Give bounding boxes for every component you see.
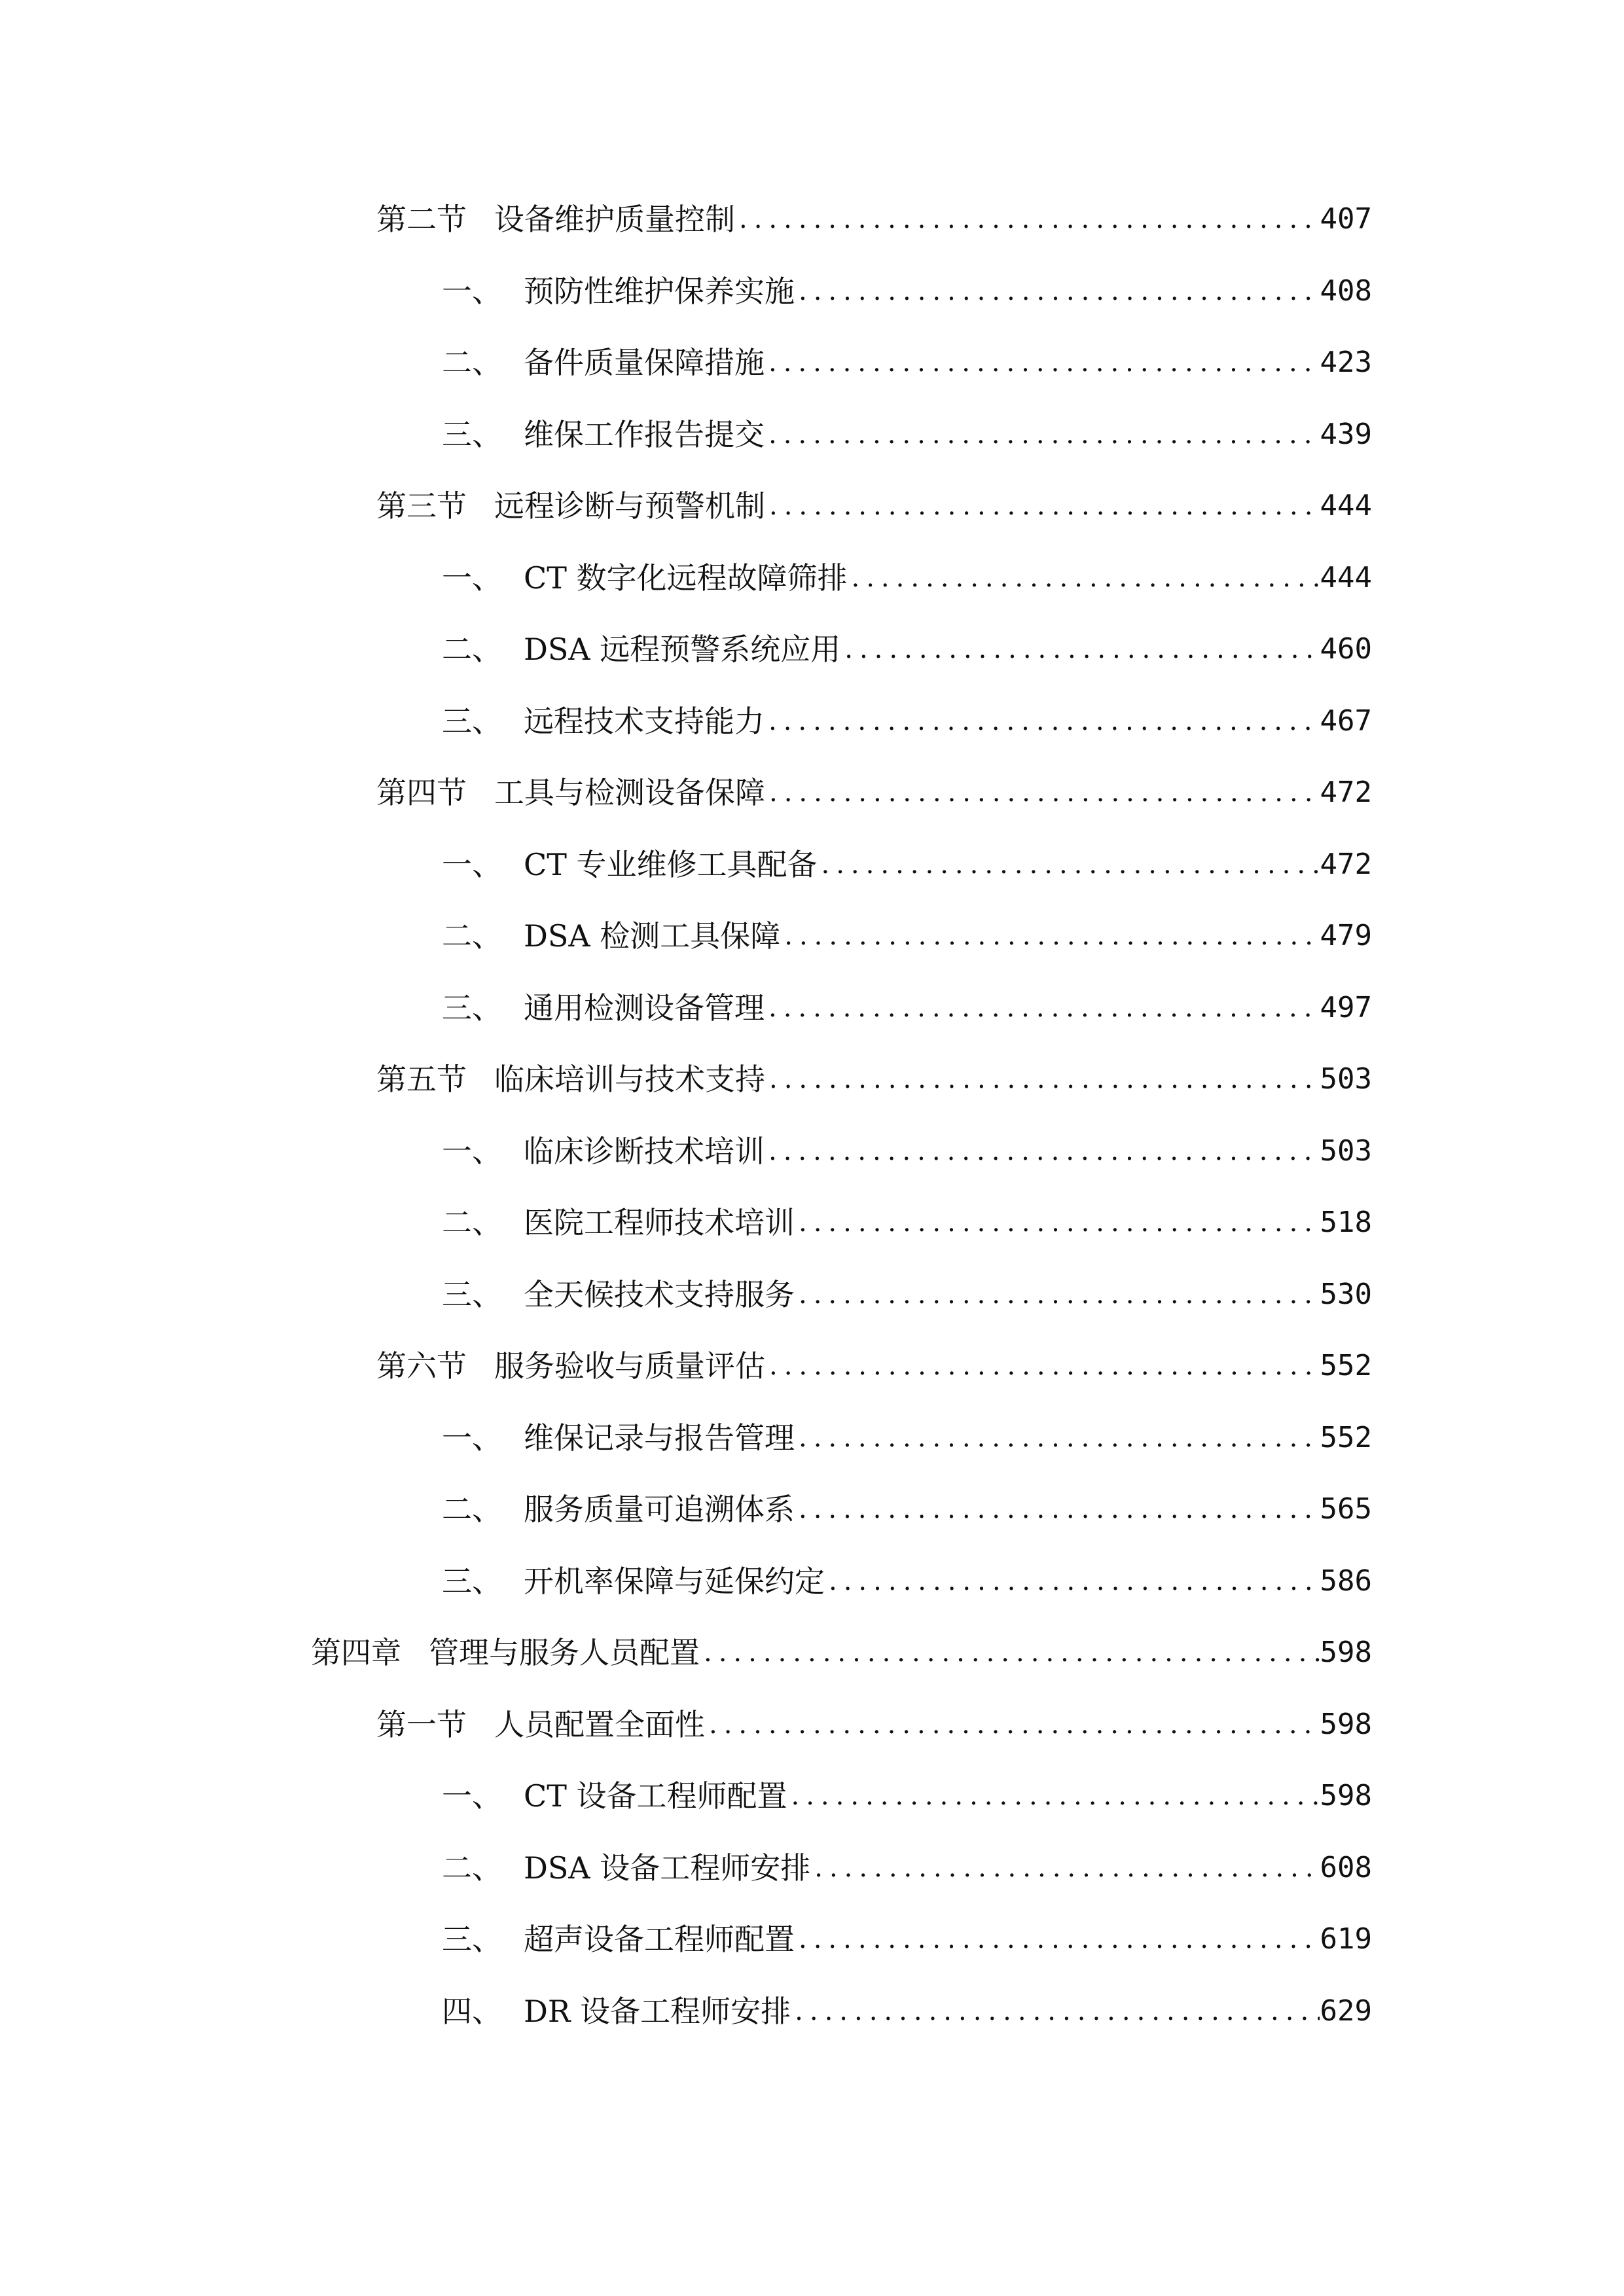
toc-entry-number: 第二节: [376, 202, 467, 237]
toc-entry-title: 服务质量可追溯体系: [524, 1492, 795, 1527]
toc-entry[interactable]: [442, 910, 1372, 962]
toc-entry[interactable]: [442, 982, 1372, 1034]
toc-entry-number: 一、: [442, 560, 502, 596]
dot-leader: [768, 982, 1320, 1034]
toc-entry-page: 608: [1320, 1851, 1372, 1884]
dot-leader: [829, 1555, 1320, 1607]
dot-leader: [844, 623, 1320, 675]
toc-entry-number: 三、: [442, 704, 502, 739]
toc-entry-page: 552: [1320, 1421, 1372, 1454]
toc-entry[interactable]: [442, 1842, 1372, 1894]
toc-entry-number: 四、: [442, 1994, 502, 2029]
toc-entry-page: 619: [1320, 1922, 1372, 1956]
dot-leader: [768, 408, 1320, 461]
toc-entry-page: 497: [1320, 991, 1372, 1024]
toc-entry-title: 远程技术支持能力: [524, 704, 765, 739]
toc-entry-page: 565: [1320, 1492, 1372, 1526]
toc-entry[interactable]: [442, 1125, 1372, 1177]
dot-leader: [795, 1985, 1320, 2037]
dot-leader: [769, 766, 1320, 819]
toc-entry[interactable]: [442, 1483, 1372, 1535]
toc-entry-number: 三、: [442, 417, 502, 452]
toc-entry-page: 530: [1320, 1278, 1372, 1311]
toc-entry-title: DSA 检测工具保障: [524, 918, 781, 954]
toc-entry-number: 第三节: [376, 488, 467, 524]
toc-entry-page: 472: [1320, 848, 1372, 881]
toc-entry[interactable]: [442, 1985, 1372, 2037]
toc-entry-title: 工具与检测设备保障: [494, 775, 765, 810]
dot-leader: [852, 552, 1320, 604]
toc-entry-number: 三、: [442, 990, 502, 1026]
toc-entry-title: 服务验收与质量评估: [494, 1348, 765, 1384]
toc-entry-title: CT 专业维修工具配备: [524, 847, 818, 882]
toc-entry-number: 第四节: [376, 775, 467, 810]
toc-entry-number: 三、: [442, 1277, 502, 1312]
toc-entry-page: 598: [1320, 1779, 1372, 1812]
toc-entry-title: DR 设备工程师安排: [524, 1994, 791, 2029]
toc-entry-title: DSA 设备工程师安排: [524, 1850, 811, 1886]
toc-entry-title: 全天候技术支持服务: [524, 1277, 795, 1312]
toc-entry-page: 407: [1320, 202, 1372, 236]
toc-entry[interactable]: [442, 623, 1372, 675]
dot-leader: [799, 1483, 1320, 1535]
toc-entry[interactable]: [376, 1698, 1372, 1751]
toc-entry-page: 479: [1320, 919, 1372, 952]
toc-entry-page: 598: [1320, 1708, 1372, 1741]
toc-entry-number: 二、: [442, 345, 502, 380]
toc-entry-number: 二、: [442, 918, 502, 954]
dot-leader: [799, 1412, 1320, 1464]
dot-leader: [821, 838, 1320, 891]
dot-leader: [709, 1698, 1320, 1751]
toc-entry[interactable]: [376, 766, 1372, 819]
toc-entry-title: 维保工作报告提交: [524, 417, 765, 452]
toc-entry-number: 二、: [442, 1850, 502, 1886]
toc-entry-number: 一、: [442, 847, 502, 882]
toc-entry-title: 超声设备工程师配置: [524, 1922, 795, 1957]
toc-entry-title: 临床诊断技术培训: [524, 1134, 765, 1169]
toc-entry-title: 通用检测设备管理: [524, 990, 765, 1026]
toc-entry-title: 临床培训与技术支持: [494, 1062, 765, 1097]
toc-entry-number: 一、: [442, 1420, 502, 1456]
toc-entry[interactable]: [376, 193, 1372, 245]
toc-entry[interactable]: [442, 1268, 1372, 1321]
toc-entry-number: 二、: [442, 632, 502, 667]
toc-entry[interactable]: [376, 480, 1372, 532]
toc-entry[interactable]: [442, 1555, 1372, 1607]
toc-entry-title: 人员配置全面性: [494, 1707, 705, 1742]
toc-entry-page: 408: [1320, 274, 1372, 308]
toc-entry-title: 维保记录与报告管理: [524, 1420, 795, 1456]
toc-entry-number: 第六节: [376, 1348, 467, 1384]
dot-leader: [784, 910, 1320, 962]
toc-entry-number: 第五节: [376, 1062, 467, 1097]
toc-entry[interactable]: [442, 1412, 1372, 1464]
dot-leader: [791, 1770, 1320, 1822]
toc-entry-title: DSA 远程预警系统应用: [524, 632, 841, 667]
toc-entry-number: 二、: [442, 1492, 502, 1527]
toc-entry[interactable]: [442, 838, 1372, 891]
toc-entry-page: 444: [1320, 561, 1372, 594]
toc-entry-page: 598: [1320, 1636, 1372, 1669]
toc-entry-page: 472: [1320, 776, 1372, 809]
toc-entry-title: 医院工程师技术培训: [524, 1205, 795, 1240]
dot-leader: [799, 265, 1320, 317]
dot-leader: [799, 1268, 1320, 1321]
dot-leader: [769, 480, 1320, 532]
toc-entry-page: 460: [1320, 632, 1372, 666]
dot-leader: [768, 1125, 1320, 1177]
toc-entry-title: 预防性维护保养实施: [524, 274, 795, 309]
toc-entry[interactable]: [311, 1626, 1372, 1679]
toc-entry[interactable]: [442, 695, 1372, 747]
toc-entry-number: 三、: [442, 1564, 502, 1599]
toc-entry-title: 开机率保障与延保约定: [524, 1564, 825, 1599]
toc-entry-title: CT 数字化远程故障筛排: [524, 560, 848, 596]
toc-entry-number: 一、: [442, 1134, 502, 1169]
toc-entry-number: 三、: [442, 1922, 502, 1957]
dot-leader: [768, 336, 1320, 389]
toc-entry-page: 518: [1320, 1206, 1372, 1239]
toc-entry[interactable]: [442, 552, 1372, 604]
toc-entry[interactable]: [442, 1770, 1372, 1822]
dot-leader: [704, 1626, 1320, 1679]
dot-leader: [739, 193, 1320, 245]
toc-entry-page: 503: [1320, 1134, 1372, 1168]
toc-entry[interactable]: [442, 1913, 1372, 1965]
dot-leader: [799, 1913, 1320, 1965]
dot-leader: [769, 1340, 1320, 1392]
toc-entry-page: 467: [1320, 704, 1372, 738]
dot-leader: [814, 1842, 1320, 1894]
toc-entry-title: CT 设备工程师配置: [524, 1778, 787, 1814]
dot-leader: [799, 1196, 1320, 1249]
toc-entry-page: 586: [1320, 1564, 1372, 1598]
toc-entry[interactable]: [442, 1196, 1372, 1249]
toc-entry[interactable]: [442, 336, 1372, 389]
toc-entry-number: 第一节: [376, 1707, 467, 1742]
toc-entry-title: 备件质量保障措施: [524, 345, 765, 380]
toc-entry-page: 444: [1320, 489, 1372, 522]
toc-entry-page: 423: [1320, 346, 1372, 379]
toc-entry[interactable]: [442, 265, 1372, 317]
toc-entry-number: 二、: [442, 1205, 502, 1240]
toc-entry-title: 管理与服务人员配置: [429, 1635, 700, 1670]
toc-entry-page: 552: [1320, 1349, 1372, 1382]
dot-leader: [769, 1053, 1320, 1105]
toc-entry-page: 629: [1320, 1994, 1372, 2028]
toc-entry[interactable]: [376, 1053, 1372, 1105]
toc-entry[interactable]: [376, 1340, 1372, 1392]
toc-entry-number: 第四章: [311, 1635, 401, 1670]
toc-entry-title: 远程诊断与预警机制: [494, 488, 765, 524]
toc-entry-number: 一、: [442, 1778, 502, 1814]
dot-leader: [768, 695, 1320, 747]
toc-entry-title: 设备维护质量控制: [494, 202, 735, 237]
toc-entry[interactable]: [442, 408, 1372, 461]
toc-entry-number: 一、: [442, 274, 502, 309]
toc-entry-page: 439: [1320, 418, 1372, 451]
toc-entry-page: 503: [1320, 1062, 1372, 1096]
